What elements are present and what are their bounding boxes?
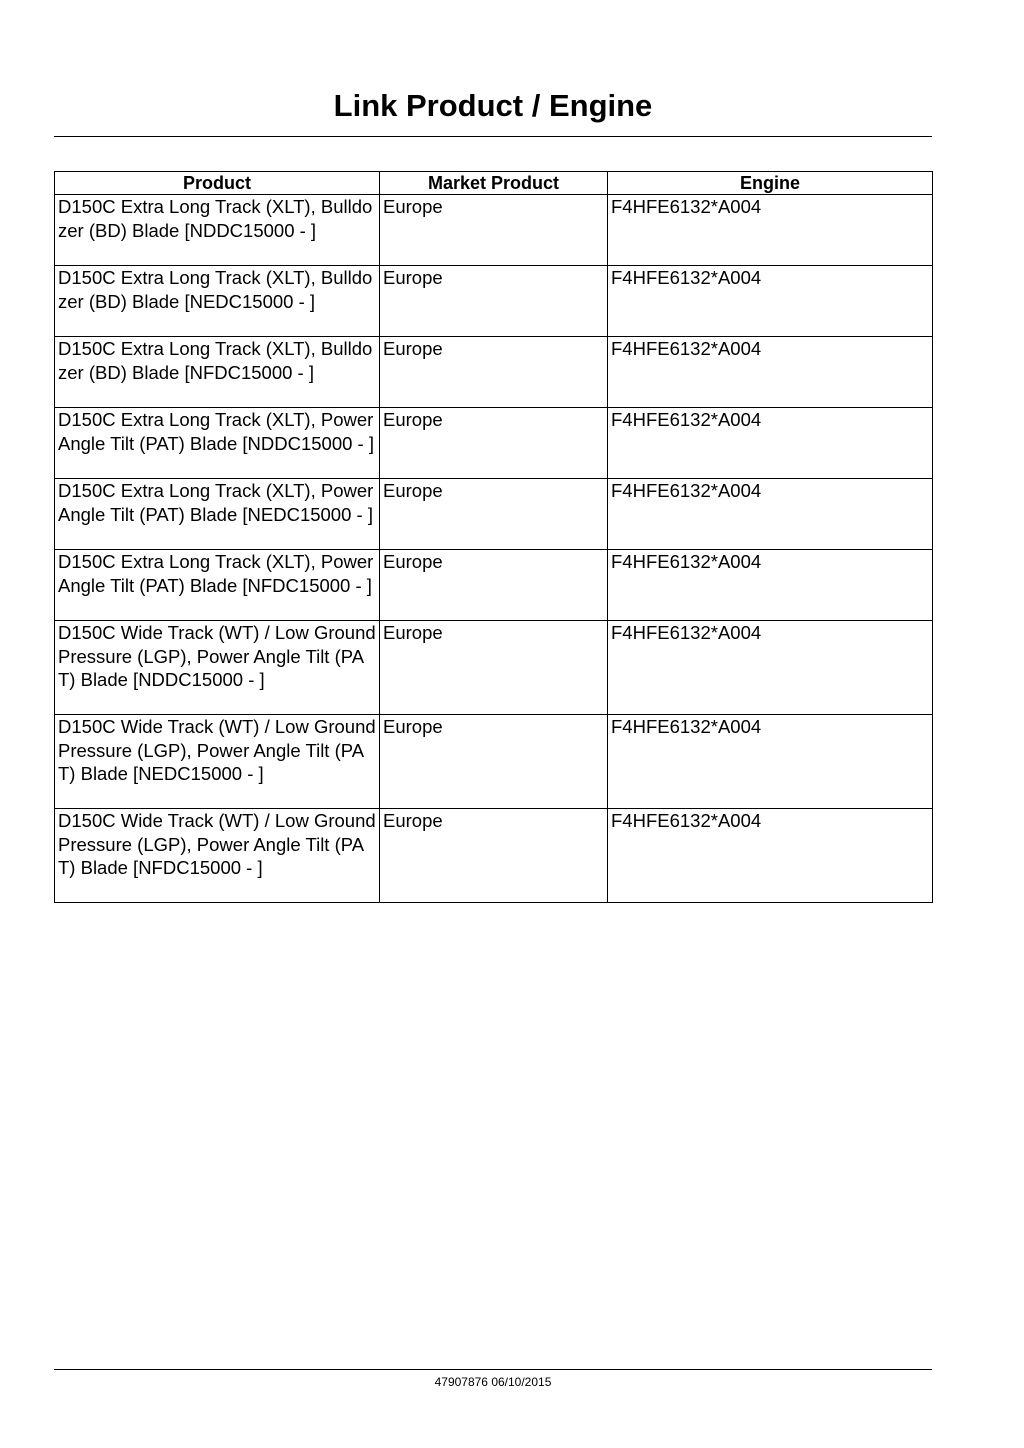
market-product-cell: Europe: [380, 266, 608, 337]
engine-cell: F4HFE6132*A004: [608, 550, 933, 621]
page-title: Link Product / Engine: [333, 88, 653, 123]
table-row: [55, 195, 933, 266]
engine-cell: F4HFE6132*A004: [608, 809, 933, 903]
table-row: [55, 408, 933, 479]
product-cell: D150C Wide Track (WT) / Low Ground Pressure (LGP), Power Angle Tilt (PAT) Blade [NDDC15000 - ]: [55, 621, 380, 715]
market-product-cell: Europe: [380, 479, 608, 550]
table-row: [55, 266, 933, 337]
title-divider: [54, 136, 932, 137]
market-product-cell: Europe: [380, 408, 608, 479]
footer-divider: [54, 1369, 932, 1370]
product-cell: D150C Extra Long Track (XLT), Bulldozer (BD) Blade [NEDC15000 - ]: [55, 266, 380, 337]
table-row: [55, 621, 933, 715]
table-row: [55, 337, 933, 408]
product-cell: D150C Extra Long Track (XLT), Power Angle Tilt (PAT) Blade [NFDC15000 - ]: [55, 550, 380, 621]
product-cell: D150C Extra Long Track (XLT), Power Angle Tilt (PAT) Blade [NDDC15000 - ]: [55, 408, 380, 479]
column-header-product: Product: [55, 172, 380, 195]
column-header-market-product: Market Product: [380, 172, 608, 195]
engine-cell: F4HFE6132*A004: [608, 715, 933, 809]
market-product-cell: Europe: [380, 621, 608, 715]
product-cell: D150C Wide Track (WT) / Low Ground Pressure (LGP), Power Angle Tilt (PAT) Blade [NEDC15000 - ]: [55, 715, 380, 809]
table-row: [55, 479, 933, 550]
market-product-cell: Europe: [380, 550, 608, 621]
product-cell: D150C Extra Long Track (XLT), Bulldozer (BD) Blade [NDDC15000 - ]: [55, 195, 380, 266]
table-header-row: [55, 172, 933, 195]
market-product-cell: Europe: [380, 195, 608, 266]
market-product-cell: Europe: [380, 715, 608, 809]
engine-cell: F4HFE6132*A004: [608, 621, 933, 715]
product-cell: D150C Extra Long Track (XLT), Power Angle Tilt (PAT) Blade [NEDC15000 - ]: [55, 479, 380, 550]
market-product-cell: Europe: [380, 337, 608, 408]
table-row: [55, 550, 933, 621]
engine-cell: F4HFE6132*A004: [608, 195, 933, 266]
engine-cell: F4HFE6132*A004: [608, 337, 933, 408]
table-row: [55, 715, 933, 809]
product-cell: D150C Wide Track (WT) / Low Ground Pressure (LGP), Power Angle Tilt (PAT) Blade [NFDC15000 - ]: [55, 809, 380, 903]
engine-cell: F4HFE6132*A004: [608, 266, 933, 337]
market-product-cell: Europe: [380, 809, 608, 903]
engine-cell: F4HFE6132*A004: [608, 479, 933, 550]
column-header-engine: Engine: [608, 172, 933, 195]
engine-cell: F4HFE6132*A004: [608, 408, 933, 479]
product-cell: D150C Extra Long Track (XLT), Bulldozer (BD) Blade [NFDC15000 - ]: [55, 337, 380, 408]
link-product-engine-table: [54, 171, 933, 903]
footer-document-ref: 47907876 06/10/2015: [434, 1375, 552, 1389]
table-row: [55, 809, 933, 903]
